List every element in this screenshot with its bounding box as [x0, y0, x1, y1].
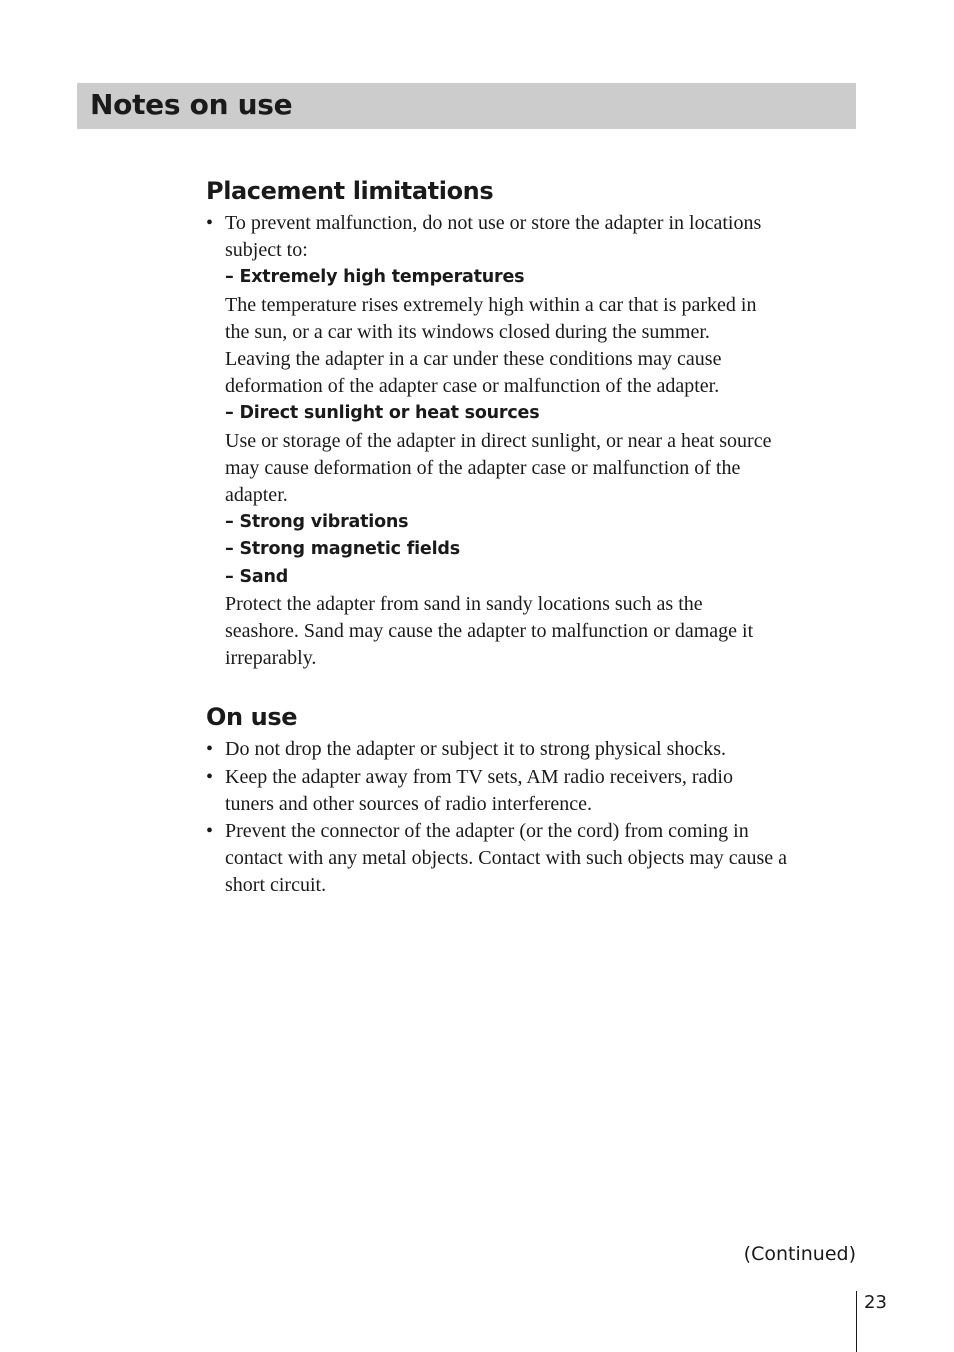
bullet-item: [206, 818, 862, 845]
bullet-text-line: short circuit.: [225, 874, 327, 897]
paragraph-line: deformation of the adapter case or malfunction of the adapter.: [225, 375, 720, 398]
paragraph-line: Use or storage of the adapter in direct sunlight, or near a heat source: [225, 429, 772, 452]
bullet-text-line: subject to:: [225, 239, 308, 262]
paragraph-line: Protect the adapter from sand in sandy locations such as the: [225, 592, 703, 615]
paragraph-line: may cause deformation of the adapter case or malfunction of the: [225, 456, 741, 479]
paragraph-line: The temperature rises extremely high within a car that is parked in: [225, 293, 757, 316]
bullet-symbol: •: [206, 738, 214, 761]
bullet-symbol: •: [206, 820, 214, 843]
sub-item-heading: – Strong magnetic fields: [225, 539, 460, 560]
continued-label: (Continued): [743, 1243, 856, 1265]
bullet-text-line: contact with any metal objects. Contact with such objects may cause a: [225, 847, 788, 870]
bullet-symbol: •: [206, 765, 214, 788]
bullet-text-line: tuners and other sources of radio interference.: [225, 792, 593, 815]
dash-symbol: –: [225, 539, 234, 560]
sub-item-heading: – Direct sunlight or heat sources: [225, 403, 540, 424]
section-heading-on-use: On use: [206, 703, 298, 732]
paragraph-line: seashore. Sand may cause the adapter to malfunction or damage it: [225, 620, 754, 643]
title-bar: [77, 83, 856, 129]
bullet-item: [206, 736, 862, 763]
paragraph-line: the sun, or a car with its windows closed during the summer.: [225, 320, 710, 343]
paragraph-line: adapter.: [225, 484, 288, 507]
bullet-text: Do not drop the adapter or subject it to strong physical shocks.: [225, 738, 727, 761]
bullet-item: [206, 764, 862, 791]
section-heading-placement: Placement limitations: [206, 177, 494, 205]
paragraph-line: Leaving the adapter in a car under these conditions may cause: [225, 348, 722, 371]
bullet-text: Keep the adapter away from TV sets, AM radio receivers, radio: [225, 765, 733, 788]
page-number-divider: [856, 1291, 857, 1352]
sub-item-heading: – Sand: [225, 566, 289, 587]
sub-item-heading: – Extremely high temperatures: [225, 267, 525, 288]
dash-symbol: –: [225, 267, 234, 288]
paragraph-line: irreparably.: [225, 647, 317, 670]
page-number: 23: [864, 1292, 887, 1313]
page-title: Notes on use: [90, 88, 293, 121]
main-content: [206, 172, 862, 900]
dash-symbol: –: [225, 566, 234, 587]
bullet-text: Prevent the connector of the adapter (or the cord) from coming in: [225, 820, 749, 843]
dash-symbol: –: [225, 403, 234, 424]
sub-item-heading: – Strong vibrations: [225, 512, 409, 533]
bullet-text: To prevent malfunction, do not use or store the adapter in locations: [225, 212, 762, 234]
bullet-item: [206, 210, 862, 237]
dash-symbol: –: [225, 512, 234, 533]
bullet-symbol: •: [206, 212, 214, 234]
